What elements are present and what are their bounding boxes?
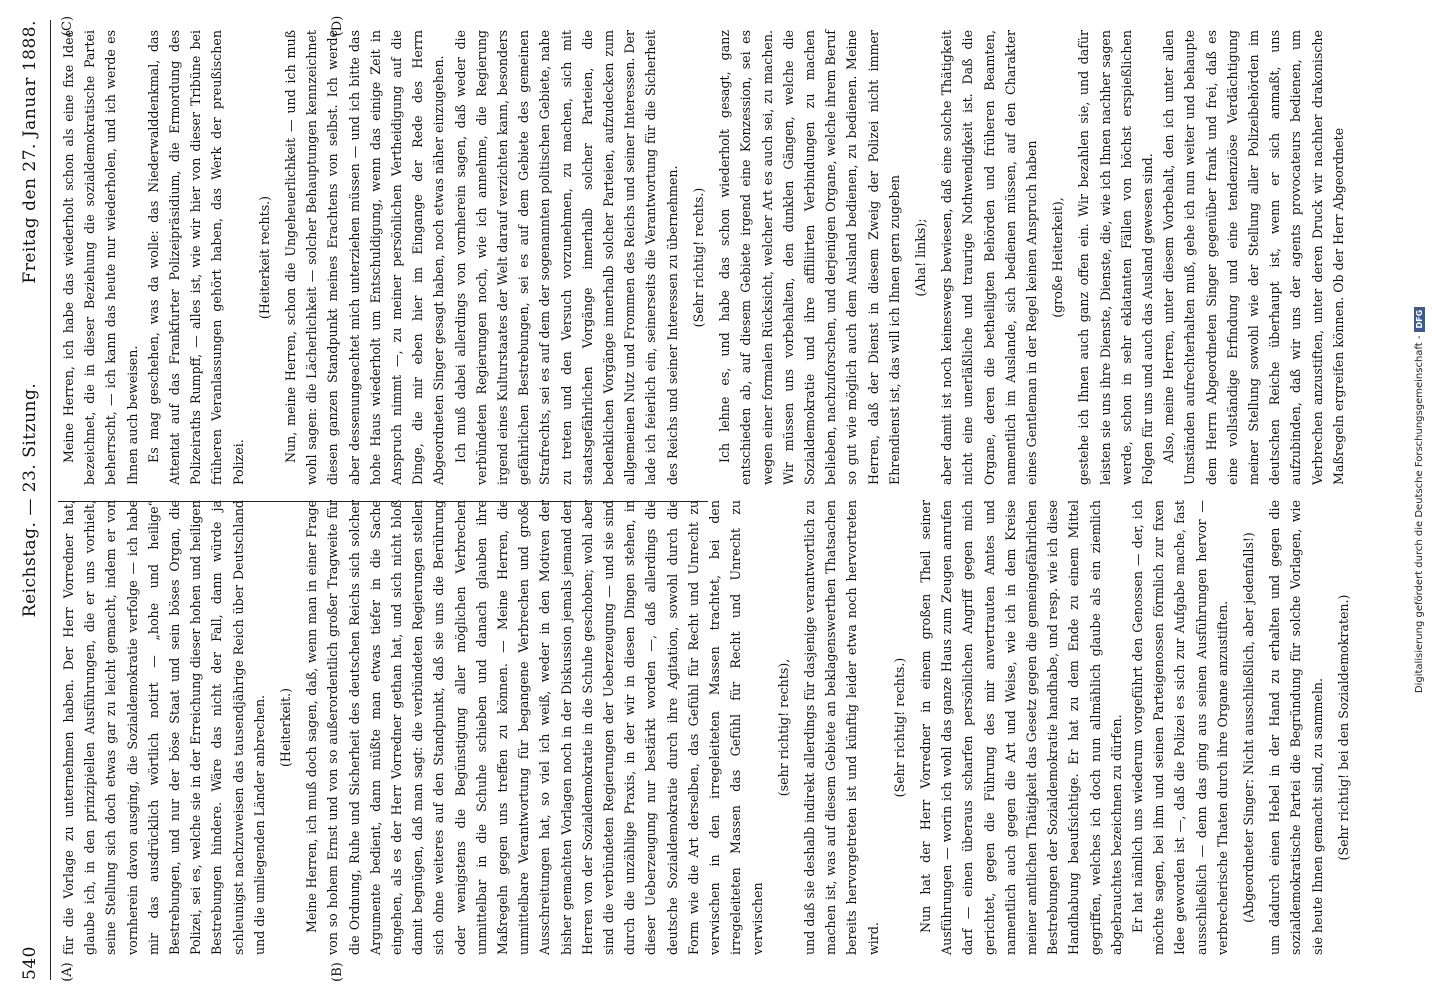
paragraph: aber damit ist noch keineswegs bewiesen, daß eine solche Thätigkeit nicht eine unerläßliche und traurige Nothwendigkeit ist. Daß die Organe, deren die betheiligten Behörden und früheren Beamten, namentlich im Auslande, sich bedienen müssen, auf den Charakter eines Gentleman in der Regel keinen Anspruch haben [939, 30, 1039, 485]
margin-marker-c: (C) [60, 15, 75, 37]
paragraph: und daß sie deshalb indirekt allerdings für dasjenige verantwortlich zu machen ist, was auf diesem Gebiete an beklagenswerthen Thatsachen bereits hervorgetreten ist und künftig leider etwa noch hervortreten wird. [801, 500, 881, 955]
paragraph: Also, meine Herren, unter diesem Vorbehalt, den ich unter allen Umständen aufrechterhalten muß, gehe ich nun weiter und behaupte dem Herrn Abgeordneten Singer gegenüber frank und frei, daß es eine vollständige Erfindung und eine tendenziöse Verdächtigung meiner Stellung sowohl wie der Stellung aller Polizeibehörden im deutschen Reiche überhaupt ist, wenn er sich anmaßt, uns aufzubinden, daß wir uns der agents provocateurs bedienen, um Verbrechen anzustiften, unter deren Druck wir nachher drakonische Maßregeln ergreifen können. Ob der Herr Abgeordnete [1161, 30, 1346, 485]
interjection: (Abgeordneter Singer: Nicht ausschließlich, aber jedenfalls!) [1240, 532, 1256, 923]
paragraph: Meine Herren, ich muß doch sagen, daß, wenn man in einer Frage von so hohem Ernst und von so außerordentlich großer Tragweite für die Ordnung, Ruhe und Sicherheit des deutschen Reichs sich solcher Argumente bedient, dann müßte man etwas tiefer in die Sache eingehen, als es der Herr Vorredner gethan hat, und sich nicht bloß damit begnügen, daß man sagt: die verbündeten Regierungen stellen sich ohne weiteres auf den Standpunkt, daß sie uns die Berührung oder wenigstens die Begünstigung aller möglichen Verbrechen unmittelbar in die Schuhe schieben und danach glauben ihre Maßregeln gegen uns treffen zu können. — Meine Herren, die unmittelbare Verantwortung für begangene Verbrechen und große Ausschreitungen hat, so viel ich weiß, weder in den Motiven der bisher gemachten Vorlagen noch in der Diskussion jemals jemand den Herren von der Sozialdemokratie in die Schuhe geschoben; wohl aber sind die verbündeten Regierungen der Ueberzeugung — und sie sind durch die unzählige Praxis, in der wir in diesen Dingen stehen, in dieser Ueberzeugung nur bestärkt worden —, daß allerdings die deutsche Sozialdemokratie durch ihre Agitation, sowohl durch die Form wie die Art derselben, das Gefühl für Recht und Unrecht zu verwischen in den irregeleiteten Massen trachtet, bei den irregeleiteten Massen das Gefühl für Recht und Unrecht zu verwischen [304, 500, 765, 955]
paragraph: Nun hat der Herr Vorredner in einem großen Theil seiner Ausführungen — worin ich wohl das ganze Haus zum Zeugen anrufen darf — einen überaus scharfen persönlichen Angriff gegen mich gerichtet, gegen die Führung des mir anvertrauten Amtes und namentlich auch gegen die Art und Weise, wie ich in dem Kreise meiner amtlichen Thätigkeit das Gesetz gegen die gemeingefährlichen Bestrebungen der Sozialdemokratie handhabe, und resp. wie ich diese Handhabung beaufsichtige. Er hat zu dem Ende zu einem Mittel gegriffen, welches ich doch nun allmählich glaube als ein ziemlich abgebrauchtes bezeichnen zu dürfen. [917, 500, 1124, 955]
column-divider [58, 501, 708, 502]
paragraph: Meine Herren, ich habe das wiederholt schon als eine fixe Idee bezeichnet, die in dieser Beziehung die sozialdemokratische Partei beherrscht, — ich kann das heute nur wiederholen, und ich werde es Ihnen auch beweisen. [61, 30, 140, 485]
digitization-footer [1414, 0, 1425, 1000]
margin-marker-a: (A) [60, 962, 75, 982]
paragraph: Es mag geschehen, was da wolle: das Niederwalddenkmal, das Attentat auf das Frankfurter Polizeipräsidium, die Ermordung des Polizeiraths Rumpff, — alles ist, wie wir hier von dieser Tribüne bei früheren Veranlassungen gehört haben, das Werk der preußischen Polizei. [145, 30, 246, 485]
page-number: 540 [20, 946, 40, 980]
right-column [58, 30, 1346, 485]
session-date: Freitag den 27. Januar 1888. [20, 20, 40, 284]
paragraph: gestehe ich Ihnen auch ganz offen ein. Wir bezahlen sie, und dafür leisten sie uns ihre Dienste, Dienste, die, wie ich Ihnen nachher sagen werde, schon in sehr eklatanten Fällen von höchst erspießlichen Folgen für uns und auch das Ausland gewesen sind. [1076, 30, 1155, 485]
left-column [58, 500, 1351, 955]
interjection: (Sehr richtig! rechts.) [891, 657, 907, 798]
interjection: (sehr richtig! rechts), [775, 658, 791, 797]
paragraph: für die Vorlage zu unternehmen haben. Der Herr Vorredner hat, glaube ich, in den prinzipiellen Ausführungen, die er uns vorhielt, seine Stellung sich doch etwas gar zu leicht gemacht, indem er von vornherein davon ausging, die Sozialdemokratie verfolge — ich habe mir das ausdrücklich wörtlich notirt — „hohe und heilige“ Bestrebungen, und nur der böse Staat und sein böses Organ, die Polizei, sei es, welche sie in der Erreichung dieser hohen und heiligen Bestrebungen hindere. Wäre das nicht der Fall, dann würde ja schleunigst nachzuweisen das tausendjährige Reich über Deutschland und die umliegenden Länder anbrechen. [61, 500, 267, 955]
margin-marker-d: (D) [330, 15, 345, 37]
paragraph: um dadurch einen Hebel in der Hand zu erhalten und gegen die sozialdemokratische Partei die Begründung für solche Vorlagen, wie sie heute Ihnen gemacht sind, zu sammeln. [1267, 500, 1325, 955]
interjection: (Sehr richtig! bei den Sozialdemokraten.) [1335, 594, 1351, 861]
footer-text: Digitalisierung gefördert durch die Deutsche Forschungsgemeinschaft - [1414, 335, 1425, 694]
interjection: (große Heiterkeit), [1050, 197, 1066, 318]
session-title: Reichstag. — 23. Sitzung. [20, 382, 40, 618]
paragraph: Er hat nämlich uns wiederum vorgeführt den Genossen — der, ich möchte sagen, bei ihm und seinen Parteigenossen förmlich zur fixen Idee geworden ist —, daß die Polizei es sich zur Aufgabe mache, fast ausschließlich — denn das ging aus seinen Ausführungen hervor — verbrecherische Thaten durch ihre Organe anzustiften. [1129, 500, 1230, 955]
interjection: (Heiterkeit.) [278, 688, 294, 767]
margin-marker-b: (B) [330, 962, 345, 982]
interjection: (Heiterkeit rechts.) [256, 195, 272, 320]
interjection: (Aha! links); [912, 218, 928, 297]
interjection: (Sehr richtig! rechts.) [690, 187, 706, 328]
dfg-logo: DFG [1414, 307, 1425, 332]
page-header [18, 20, 50, 980]
header-rule [50, 20, 51, 980]
paragraph: Ich lehne es, und habe das schon wiederholt gesagt, ganz entschieden ab, auf diesem Gebiete irgend eine Konzession, sei es wegen einer formalen Rücksicht, welcher Art es auch sei, zu machen. Wir müssen uns vorbehalten, den dunklen Gängen, welche die Sozialdemokratie und ihre affiliirten Verbindungen zu machen belieben, nachzuforschen, und derjenigen Organe, welche ihrem Beruf so gut wie möglich auch dem Ausland bedienen, zu bedienen. Meine Herren, daß der Dienst in diesem Zweig der Polizei nicht immer Ehrendienst ist, das will ich Ihnen gern zugeben [717, 30, 902, 485]
paragraph: Ich muß dabei allerdings von vornherein sagen, daß weder die verbündeten Regierungen noch, wie ich annehme, die Regierung irgend eines Kulturstaates der Welt darauf verzichten kann, besonders gefährlichen Bestrebungen, sei es auf dem Gebiete des gemeinen Strafrechts, sei es auf dem der sogenannten politischen Gebiete, nahe zu treten und den Versuch vorzunehmen, zu machen, sich mit staatsgefährlichen Vorgänge innerhalb solcher Parteien, die bedenklichen Vorgänge innerhalb solcher Parteien, aufzudecken zum allgemeinen Nutz und Frommen des Reichs und seiner Interessen. Der lade ich feierlich ein, seinerseits die Verantwortung für die Sicherheit des Reichs und seiner Interessen zu übernehmen. [452, 30, 680, 485]
paragraph: Nun, meine Herren, schon die Ungeheuerlichkeit — und ich muß wohl sagen: die Lächerlichkeit — solcher Behauptungen kennzeichnet diesen ganzen Standpunkt meines Erachtens von selbst. Ich werde aber dessenungeachtet mich unterziehen müssen — und ich bitte das hohe Haus wiederholt um Entschuldigung, wenn das einige Zeit in Anspruch nimmt —, zu meiner persönlichen Vertheidigung auf die Dinge, die mir eben hier im Eingange der Rede des Herrn Abgeordneten Singer gesagt haben, noch etwas näher einzugehen. [283, 30, 447, 485]
